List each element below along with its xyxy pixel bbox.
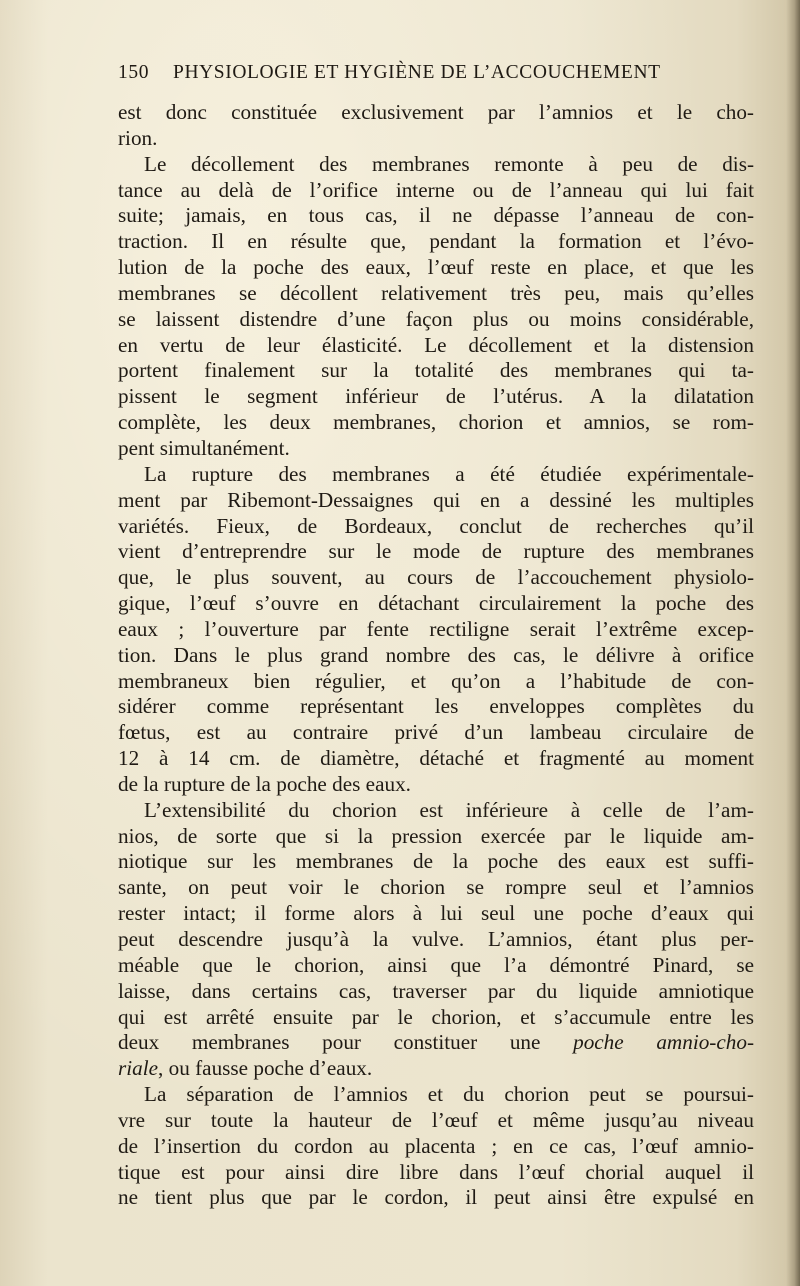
page-number: 150 (118, 62, 150, 83)
text-line: tion. Dans le plus grand nombre des cas, le délivre à orifice (118, 642, 754, 667)
text-line: pissent le segment inférieur de l’utérus. A la dilatation (118, 384, 754, 409)
text-line: portent finalement sur la totalité des membranes qui ta- (118, 358, 754, 383)
text-line: gique, l’œuf s’ouvre en détachant circulairement la poche des (118, 591, 754, 616)
text-line: ne tient plus que par le cordon, il peut ainsi être expulsé en (118, 1185, 754, 1210)
text-line: se laissent distendre d’une façon plus ou moins considérable, (118, 306, 754, 331)
text-line: Le décollement des membranes remonte à peu de dis- (144, 151, 754, 176)
page-edge-shadow (786, 0, 800, 1286)
text-line: laisse, dans certains cas, traverser par du liquide amniotique (118, 978, 754, 1003)
text-line: de l’insertion du cordon au placenta ; en ce cas, l’œuf amnio- (118, 1133, 754, 1158)
text-line: La rupture des membranes a été étudiée expérimentale- (144, 461, 754, 486)
text-segment: deux membranes pour constituer une (118, 1030, 574, 1055)
body-text (118, 100, 754, 1211)
text-line: ment par Ribemont-Dessaignes qui en a dessiné les multiples (118, 487, 754, 512)
running-title: PHYSIOLOGIE ET HYGIÈNE DE L’ACCOUCHEMENT (173, 62, 661, 83)
text-line: tique est pour ainsi dire libre dans l’œuf chorial auquel il (118, 1159, 754, 1184)
text-line: L’extensibilité du chorion est inférieure à celle de l’am- (144, 797, 754, 822)
text-line: vre sur toute la hauteur de l’œuf et même jusqu’au niveau (118, 1107, 754, 1132)
text-line: sante, on peut voir le chorion se rompre seul et l’amnios (118, 875, 754, 900)
text-line: 12 à 14 cm. de diamètre, détaché et fragmenté au moment (118, 746, 754, 771)
text-line: eaux ; l’ouverture par fente rectiligne serait l’extrême excep- (118, 616, 754, 641)
running-head (118, 62, 758, 90)
text-line: suite; jamais, en tous cas, il ne dépasse l’anneau de con- (118, 203, 754, 228)
text-line: rester intact; il forme alors à lui seul une poche d’eaux qui (118, 901, 754, 926)
text-line: de la rupture de la poche des eaux. (118, 771, 411, 796)
text-line: membranes se décollent relativement très peu, mais qu’elles (118, 280, 754, 305)
text-line: rion. (118, 125, 158, 150)
italic-term: riale (118, 1056, 159, 1081)
text-line: lution de la poche des eaux, l’œuf reste en place, et que les (118, 255, 754, 280)
text-segment (118, 1056, 372, 1080)
text-line: variétés. Fieux, de Bordeaux, conclut de recherches qu’il (118, 513, 754, 538)
text-line: fœtus, est au contraire privé d’un lambeau circulaire de (118, 720, 754, 745)
text-line-with-italic (118, 1030, 754, 1056)
text-line: méable que le chorion, ainsi que l’a démontré Pinard, se (118, 952, 754, 977)
text-line: tance au delà de l’orifice interne ou de l’anneau qui lui fait (118, 177, 754, 202)
text-line (118, 1056, 754, 1082)
text-line: membraneux bien régulier, et qu’on a l’habitude de con- (118, 668, 754, 693)
italic-term: poche amnio-cho- (573, 1030, 755, 1055)
text-line: que, le plus souvent, au cours de l’accouchement physiolo- (118, 565, 754, 590)
text-line: qui est arrêté ensuite par le chorion, et s’accumule entre les (118, 1004, 754, 1029)
text-line: sidérer comme représentant les enveloppes complètes du (118, 694, 754, 719)
text-line: traction. Il en résulte que, pendant la formation et l’évo- (118, 229, 754, 254)
text-line: pent simultanément. (118, 435, 290, 460)
text-line: peut descendre jusqu’à la vulve. L’amnios, étant plus per- (118, 927, 754, 951)
text-line: vient d’entreprendre sur le mode de rupture des membranes (118, 539, 754, 564)
text-segment: , ou fausse poche d’eaux. (158, 1056, 373, 1081)
text-line: niotique sur les membranes de la poche des eaux est suffi- (118, 849, 754, 874)
text-line: en vertu de leur élasticité. Le décollement et la distension (118, 332, 754, 357)
text-line: complète, les deux membranes, chorion et amnios, se rom- (118, 410, 754, 435)
text-line: est donc constituée exclusivement par l’amnios et le cho- (118, 100, 754, 124)
text-line: nios, de sorte que si la pression exercée par le liquide am- (118, 823, 754, 848)
text-line: La séparation de l’amnios et du chorion peut se poursui- (144, 1082, 754, 1107)
